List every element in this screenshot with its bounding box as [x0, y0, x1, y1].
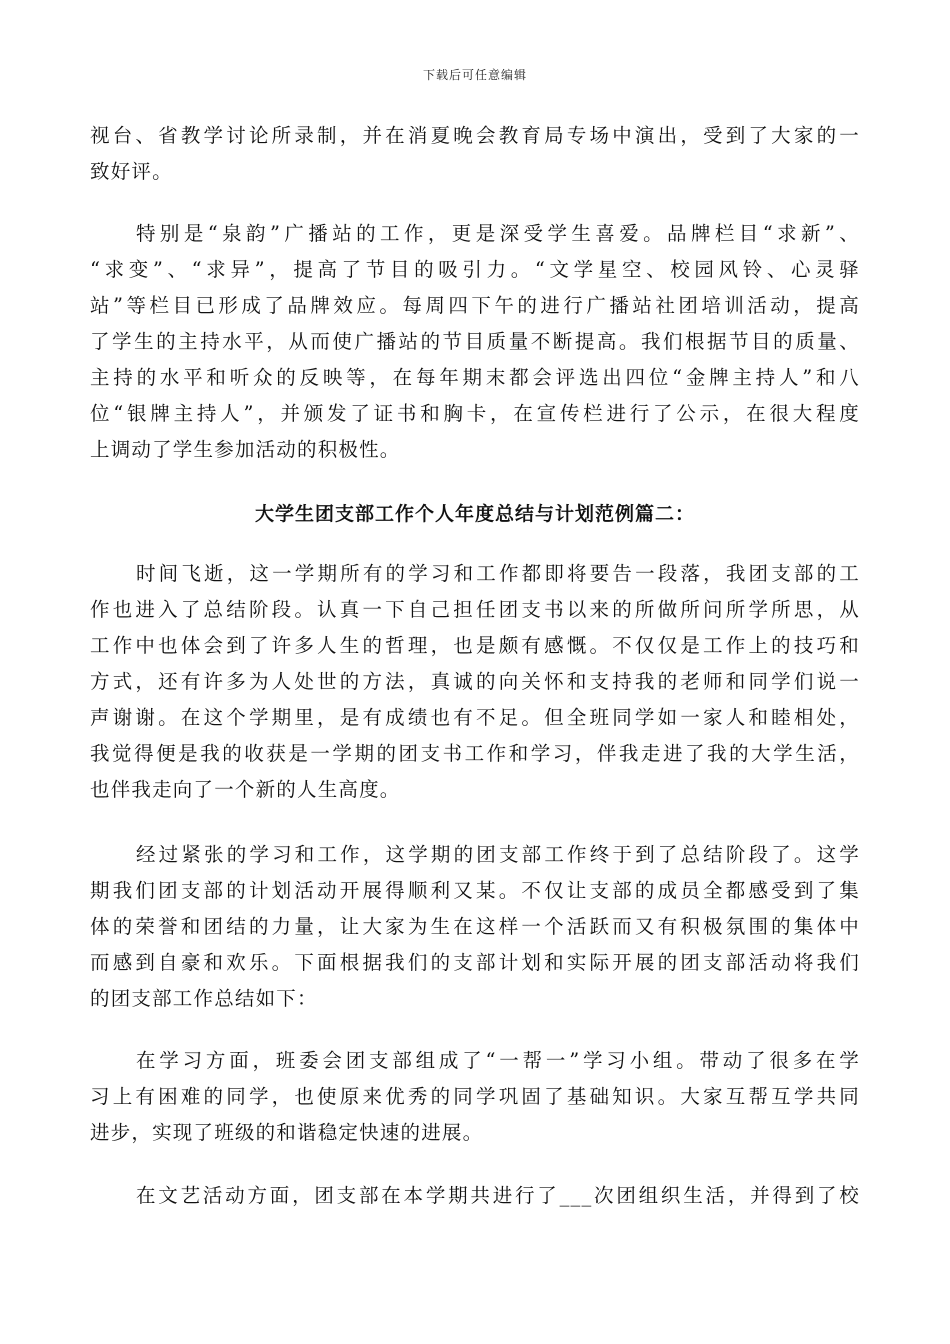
text-line: 主持的水平和听众的反映等，在每年期末都会评选出四位“金牌主持人”和八	[90, 366, 860, 389]
text-line: 站”等栏目已形成了品牌效应。每周四下午的进行广播站社团培训活动，提高	[90, 294, 860, 317]
text-line: 习上有困难的同学，也使原来优秀的同学巩固了基础知识。大家互帮互学共同	[90, 1085, 860, 1108]
text-line: 特别是“泉韵”广播站的工作，更是深受学生喜爱。品牌栏目“求新”、	[136, 222, 860, 245]
text-line: 视台、省教学讨论所录制，并在消夏晚会教育局专场中演出，受到了大家的一	[90, 124, 860, 147]
paragraph-6	[90, 1178, 860, 1214]
header-note: 下载后可任意编辑	[422, 68, 527, 82]
paragraph-3	[90, 556, 860, 808]
text-line: 声谢谢。在这个学期里，是有成绩也有不足。但全班同学如一家人和睦相处，	[90, 706, 860, 729]
text-line: 体的荣誉和团结的力量，让大家为生在这样一个活跃而又有积极氛围的集体中	[90, 915, 860, 938]
text-line: 而感到自豪和欢乐。下面根据我们的支部计划和实际开展的团支部活动将我们	[90, 951, 860, 974]
text-line: 的团支部工作总结如下：	[90, 987, 318, 1010]
text-line: 方式，还有许多为人处世的方法，真诚的向关怀和支持我的老师和同学们说一	[90, 670, 860, 693]
text-line: 经过紧张的学习和工作，这学期的团支部工作终于到了总结阶段了。这学	[136, 843, 860, 866]
paragraph-2	[90, 216, 860, 468]
text-line: 上调动了学生参加活动的积极性。	[90, 438, 401, 461]
text-line: 在文艺活动方面，团支部在本学期共进行了___次团组织生活，并得到了校	[136, 1184, 860, 1207]
text-line: 工作中也体会到了许多人生的哲理，也是颇有感慨。不仅仅是工作上的技巧和	[90, 634, 860, 657]
text-line: 也伴我走向了一个新的人生高度。	[90, 778, 401, 801]
text-line: 位“银牌主持人”，并颁发了证书和胸卡，在宣传栏进行了公示，在很大程度	[90, 402, 860, 425]
section-title: 大学生团支部工作个人年度总结与计划范例篇二：	[254, 503, 695, 525]
text-line: 作也进入了总结阶段。认真一下自己担任团支书以来的所做所问所学所思，从	[90, 598, 860, 621]
text-line: 了学生的主持水平，从而使广播站的节目质量不断提高。我们根据节目的质量、	[90, 330, 860, 353]
text-line: 期我们团支部的计划活动开展得顺利又某。不仅让支部的成员全都感受到了集	[90, 879, 860, 902]
paragraph-4	[90, 837, 860, 1017]
paragraph-5	[90, 1043, 860, 1151]
text-line: 进步，实现了班级的和谐稳定快速的进展。	[90, 1121, 484, 1144]
text-line: “求变”、“求异”，提高了节目的吸引力。“文学星空、校园风铃、心灵驿	[90, 258, 860, 281]
text-line: 致好评。	[90, 160, 173, 183]
text-line: 在学习方面，班委会团支部组成了“一帮一”学习小组。带动了很多在学	[136, 1049, 860, 1072]
paragraph-1	[90, 118, 860, 190]
text-line: 我觉得便是我的收获是一学期的团支书工作和学习，伴我走进了我的大学生活，	[90, 742, 860, 765]
text-line: 时间飞逝，这一学期所有的学习和工作都即将要告一段落，我团支部的工	[136, 562, 860, 585]
